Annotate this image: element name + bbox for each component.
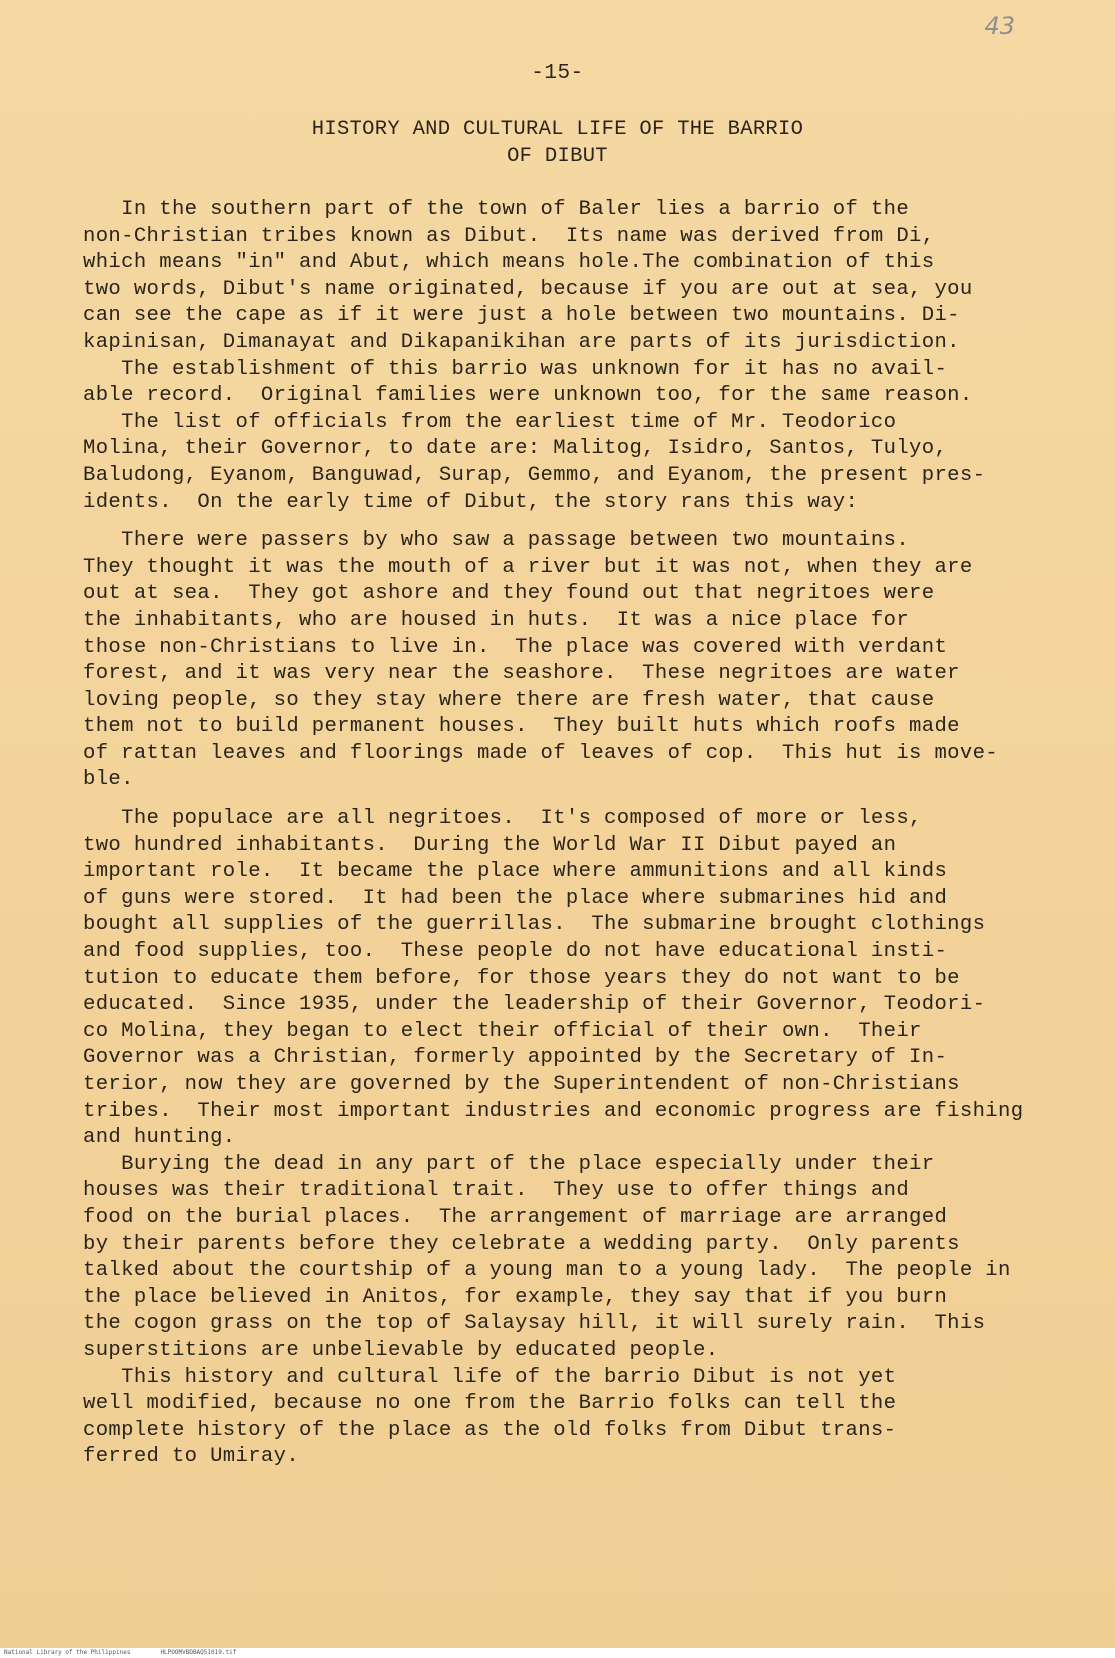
body-line: houses was their traditional trait. They use to offer things and — [83, 1179, 910, 1203]
body-line: well modified, because no one from the Barrio folks can tell the — [83, 1392, 897, 1416]
body-line: of rattan leaves and floorings made of leaves of cop. This hut is move- — [83, 741, 998, 765]
body-line: talked about the courtship of a young man to a young lady. The people in — [83, 1259, 1011, 1283]
body-line: kapinisan, Dimanayat and Dikapanikihan are parts of its jurisdiction. — [83, 330, 960, 354]
body-line: two hundred inhabitants. During the World War II Dibut payed an — [83, 833, 897, 857]
body-line: Governor was a Christian, formerly appointed by the Secretary of In- — [83, 1046, 948, 1070]
body-line: The list of officials from the earliest time of Mr. Teodorico — [83, 410, 897, 434]
body-line: idents. On the early time of Dibut, the story rans this way: — [83, 490, 859, 514]
body-line: them not to build permanent houses. They built huts which roofs made — [83, 715, 960, 739]
body-line: the place believed in Anitos, for example, they say that if you burn — [83, 1285, 948, 1309]
body-line: educated. Since 1935, under the leadership of their Governor, Teodori- — [83, 993, 986, 1017]
body-line: In the southern part of the town of Baler lies a barrio of the — [83, 198, 910, 221]
body-line: of guns were stored. It had been the place where submarines hid and — [83, 886, 948, 910]
folio-mark: 43 — [984, 12, 1015, 40]
footer-file-id: HLPOOMVBDBAQ51019.tif — [160, 1649, 237, 1656]
body-line: co Molina, they began to elect their official of their own. Their — [83, 1019, 922, 1043]
body-line: terior, now they are governed by the Superintendent of non-Christians — [83, 1073, 960, 1096]
body-line: There were passers by who saw a passage between two mountains. — [83, 529, 910, 553]
body-line: by their parents before they celebrate a wedding party. Only parents — [83, 1232, 960, 1256]
body-line: food on the burial places. The arrangement of marriage are arranged — [83, 1205, 948, 1229]
body-line: which means "in" and Abut, which means hole.The combination of this — [83, 251, 935, 275]
footer — [0, 1648, 1115, 1658]
body-line: two words, Dibut's name originated, because if you are out at sea, you — [83, 277, 973, 301]
body-line: The establishment of this barrio was unknown for it has no avail- — [83, 357, 948, 381]
body-line: forest, and it was very near the seashore. These negritoes are water — [83, 662, 960, 686]
footer-source: National Library of the Philippines — [4, 1649, 131, 1656]
title-line: OF DIBUT — [507, 145, 608, 168]
body-line: important role. It became the place where ammunitions and all kinds — [83, 860, 948, 884]
body-line: able record. Original families were unknown too, for the same reason. — [83, 384, 973, 408]
body-text — [83, 197, 1043, 1471]
body-line: and hunting. — [83, 1126, 236, 1150]
page-number: -15- — [531, 62, 584, 85]
body-line: complete history of the place as the old folks from Dibut trans- — [83, 1418, 897, 1442]
body-line: can see the cape as if it were just a hole between two mountains. Di- — [83, 304, 960, 328]
body-line: The populace are all negritoes. It's composed of more or less, — [83, 807, 922, 831]
body-line: loving people, so they stay where there are fresh water, that cause — [83, 688, 935, 712]
body-line: ble. — [83, 768, 134, 792]
body-line: superstitions are unbelievable by educated people. — [83, 1338, 719, 1362]
body-line: Baludong, Eyanom, Banguwad, Surap, Gemmo, and Eyanom, the present pres- — [83, 463, 986, 487]
body-line: tribes. Their most important industries and economic progress are fishing — [83, 1099, 1024, 1123]
body-line: out at sea. They got ashore and they found out that negritoes were — [83, 582, 935, 606]
body-line: the cogon grass on the top of Salaysay hill, it will surely rain. This — [83, 1312, 986, 1336]
body-line: and food supplies, too. These people do not have educational insti- — [83, 940, 948, 964]
title-line: HISTORY AND CULTURAL LIFE OF THE BARRIO — [311, 118, 804, 141]
body-line: non-Christian tribes known as Dibut. Its name was derived from Di, — [83, 224, 935, 248]
body-line: bought all supplies of the guerrillas. The submarine brought clothings — [83, 913, 986, 937]
body-line: Burying the dead in any part of the place especially under their — [83, 1152, 935, 1176]
page-title — [0, 116, 1115, 170]
body-line: tution to educate them before, for those years they do not want to be — [83, 966, 960, 990]
body-line: Molina, their Governor, to date are: Malitog, Isidro, Santos, Tulyo, — [83, 437, 948, 461]
body-line: the inhabitants, who are housed in huts. It was a nice place for — [83, 608, 910, 632]
body-line: They thought it was the mouth of a river but it was not, when they are — [83, 555, 973, 579]
body-line: This history and cultural life of the barrio Dibut is not yet — [83, 1365, 897, 1389]
body-line: those non-Christians to live in. The place was covered with verdant — [83, 635, 948, 659]
body-line: ferred to Umiray. — [83, 1445, 300, 1469]
